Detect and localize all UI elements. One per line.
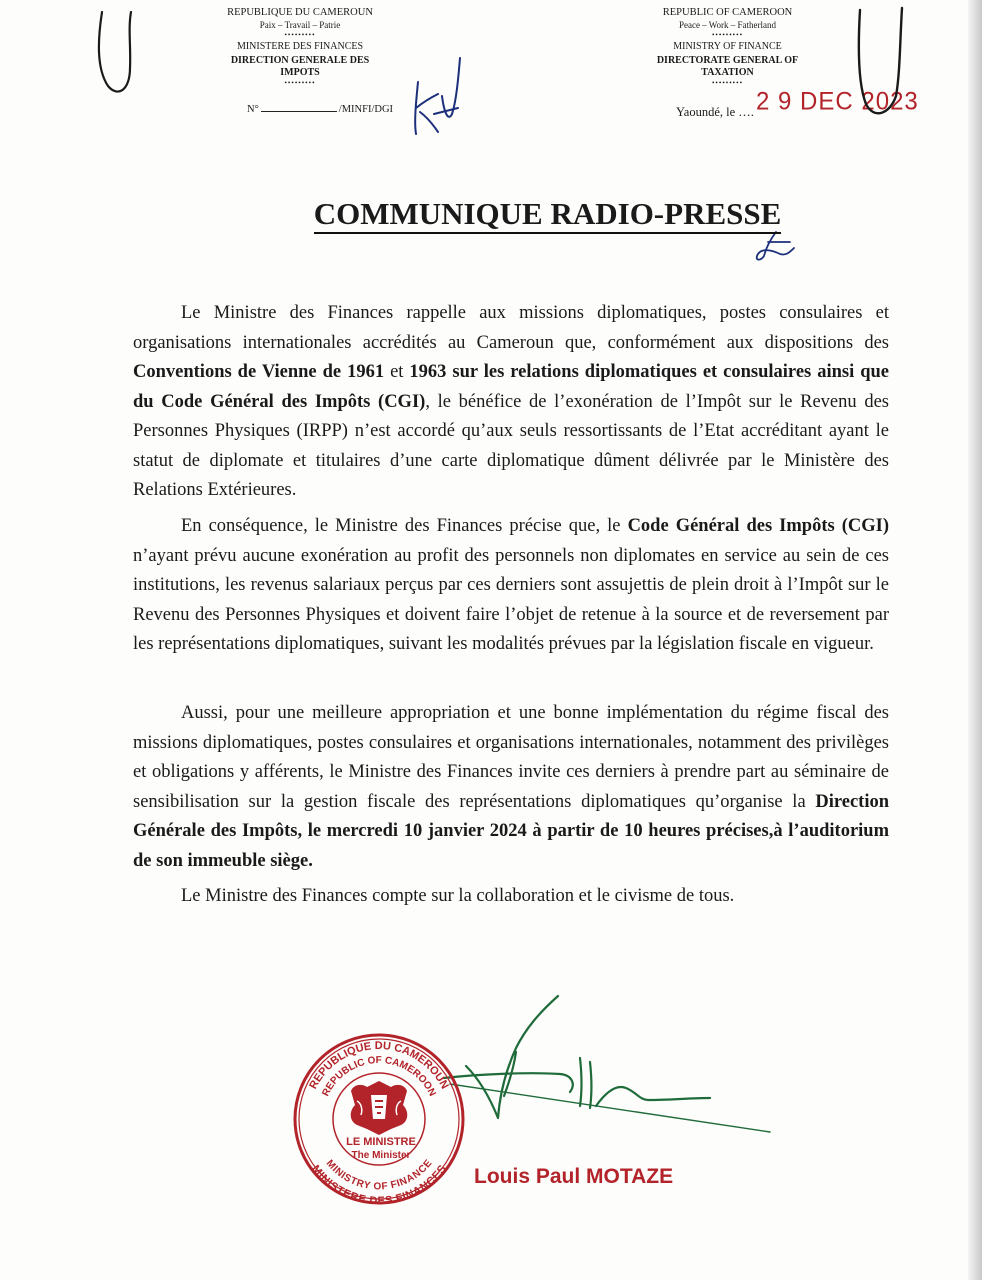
header-left-motto: Paix – Travail – Patrie [259, 20, 341, 30]
p3-text-a: Aussi, pour une meilleure appropriation et une bonne implémentation du régime fiscal des missions diplomatiques, postes consulaires et organisations internationales, notamment des privilèges et obligations y afférents, le Ministre des Finances invite ces derniers à prendre part au séminaire de sensibilisation sur la gestion fiscale des représentations diplomatiques qu’organise la [133, 703, 889, 812]
p3-bold-c: , [768, 821, 774, 841]
p3-bold-d: à l’auditorium de son immeuble siège. [133, 821, 889, 871]
signatory-name: Louis Paul MOTAZE [474, 1165, 674, 1188]
header-right-directorate: DIRECTORATE GENERAL OF TAXATION [656, 55, 799, 78]
header-left-directorate: DIRECTION GENERALE DES IMPOTS [230, 55, 370, 78]
reference-blank [261, 102, 337, 112]
stamp-center-line-2: The Minister [351, 1150, 411, 1161]
p2-text-c: n’ayant prévu aucune exonération au profit des personnels non diplomates en service au sein de ces institutions, les revenus salariaux perçus par ces derniers sont assujettis de plein droit à l’Impôt sur le Revenu des Personnes Physiques et doivent faire l’objet de retenue à la source et de reversement par les représentations diplomatiques, suivant les modalités prévues par la législation fiscale en vigueur. [133, 545, 889, 654]
header-right-separator: ••••••••• [711, 31, 744, 39]
header-left [210, 7, 390, 87]
initials-mark [404, 52, 464, 138]
stamp-inner-bottom-text: MINISTRY OF FINANCE [323, 1157, 435, 1193]
header-left-country: REPUBLIQUE DU CAMEROUN [227, 7, 373, 18]
p1-bold-d: 1963 sur les relations diplomatiques et consulaires ainsi que du Code Général des Impôts (CGI) [133, 362, 889, 412]
header-right-separator-2: ••••••••• [711, 79, 744, 87]
header-left-ministry: MINISTERE DES FINANCES [236, 41, 364, 52]
reference-prefix: N° [247, 104, 259, 115]
header-right-country: REPUBLIC OF CAMEROON [662, 7, 793, 18]
header-left-separator: ••••••••• [284, 31, 316, 39]
p1-text-a: Le Ministre des Finances rappelle aux missions diplomatiques, postes consulaires et organisations internationales accrédités au Cameroun que, conformément aux dispositions des [133, 303, 889, 353]
header-right-ministry: MINISTRY OF FINANCE [673, 41, 782, 52]
paragraph-4: Le Ministre des Finances compte sur la collaboration et le civisme de tous. [181, 886, 735, 906]
p1-text-e: , le bénéfice de l’exonération de l’Impôt sur le Revenu des Personnes Physiques (IRPP) n’est accordé qu’aux seuls ressortissants de l’Etat accréditant ayant le statut de diplomate et titulaires d’une carte diplomatique dûment délivrée par le Ministère des Relations Extérieures. [133, 391, 889, 500]
stamp-outer-bottom-text: MINISTERE DES FINANCES [309, 1163, 449, 1207]
paragraph-1 [133, 299, 889, 506]
coat-of-arms-icon [351, 1081, 408, 1135]
p2-text-a: En conséquence, le Ministre des Finances précise que, le [181, 516, 628, 536]
handwritten-mark-right [856, 4, 908, 124]
date-stamp: 2 9 DEC 2023 [756, 87, 919, 116]
reference-number [247, 102, 393, 115]
paragraph-3 [133, 699, 889, 876]
stamp-outer-top-text: REPUBLIQUE DU CAMEROUN [307, 1040, 451, 1092]
p2-bold-b: Code Général des Impôts (CGI) [627, 516, 890, 536]
header-left-separator-2: ••••••••• [284, 79, 316, 87]
signature-mark [440, 988, 780, 1138]
dateline [676, 105, 754, 120]
paragraph-2 [133, 512, 889, 660]
p1-bold-b: Conventions de Vienne de 1961 [133, 362, 385, 382]
page-title [0, 196, 982, 232]
header-right [640, 7, 815, 87]
dateline-place: Yaoundé, le …. [676, 105, 754, 119]
stamp-inner-top-text: REPUBLIC OF CAMEROON [320, 1054, 438, 1099]
page-edge-shadow [968, 0, 982, 1280]
header-right-motto: Peace – Work – Fatherland [678, 20, 777, 30]
official-stamp [291, 1031, 467, 1207]
stamp-center-line-1: LE MINISTRE [346, 1136, 416, 1148]
handwritten-mark-left [90, 8, 140, 100]
reference-suffix: /MINFI/DGI [338, 104, 394, 115]
page-title-text: COMMUNIQUE RADIO-PRESSE [314, 196, 782, 234]
p1-text-c: et [384, 362, 410, 382]
p3-bold-b: Direction Générale des Impôts, le mercredi 10 janvier 2024 à partir de 10 heures précises [133, 791, 889, 841]
